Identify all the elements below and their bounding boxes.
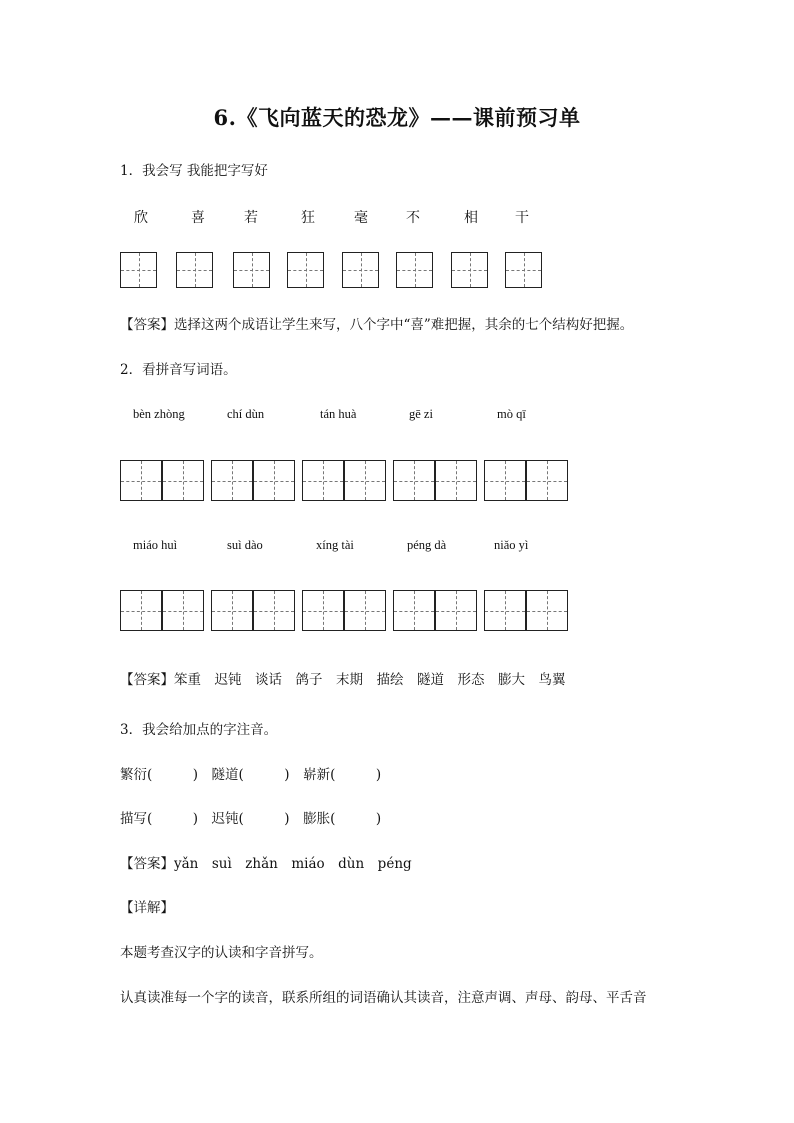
pinyin-label: péng dà (407, 538, 447, 552)
q1-char: 干 (515, 210, 529, 226)
q1-char: 欣 (134, 210, 148, 226)
q1-char: 相 (464, 210, 478, 226)
word-box-pair[interactable] (393, 460, 477, 501)
word-box-pair[interactable] (302, 460, 386, 501)
q1-char: 毫 (354, 210, 368, 226)
q1-char: 不 (406, 210, 420, 226)
pinyin-label: xíng tài (316, 538, 354, 552)
pinyin-label: niǎo yì (494, 538, 529, 552)
q3-line-2: 描写( ) 迟钝( ) 膨胀( ) (120, 811, 382, 827)
q3-heading: 3．我会给加点的字注音。 (120, 722, 278, 738)
q1-char: 若 (244, 210, 258, 226)
pinyin-label: tán huà (320, 407, 357, 421)
pinyin-label: chí dùn (227, 407, 265, 421)
pinyin-label: bèn zhòng (133, 407, 185, 421)
word-box-pair[interactable] (211, 460, 295, 501)
pinyin-label: miáo huì (133, 538, 178, 552)
q3-line-1: 繁衍( ) 隧道( ) 崭新( ) (120, 767, 382, 783)
writing-box[interactable] (233, 252, 270, 288)
q2-heading: 2．看拼音写词语。 (120, 362, 237, 378)
q1-heading: 1．我会写 我能把字写好 (120, 163, 268, 179)
q1-char: 狂 (301, 210, 315, 226)
q3-answer: 【答案】yǎn suì zhǎn miáo dùn péng (120, 856, 412, 872)
writing-box[interactable] (505, 252, 542, 288)
writing-box[interactable] (342, 252, 379, 288)
q3-detail-label: 【详解】 (120, 900, 174, 916)
word-box-pair[interactable] (120, 460, 204, 501)
word-box-pair[interactable] (211, 590, 295, 631)
q1-char: 喜 (191, 210, 205, 226)
word-box-pair[interactable] (484, 590, 568, 631)
page-title: 6.《飞向蓝天的恐龙》——课前预习单 (213, 105, 581, 130)
word-box-pair[interactable] (393, 590, 477, 631)
q1-answer: 【答案】选择这两个成语让学生来写，八个字中“喜”难把握，其余的七个结构好把握。 (120, 317, 634, 333)
writing-box[interactable] (396, 252, 433, 288)
word-box-pair[interactable] (484, 460, 568, 501)
word-box-pair[interactable] (302, 590, 386, 631)
q2-answer: 【答案】笨重 迟钝 谈话 鸽子 末期 描绘 隧道 形态 膨大 鸟翼 (120, 672, 566, 688)
writing-box[interactable] (120, 252, 157, 288)
q3-detail-text-2: 认真读准每一个字的读音，联系所组的词语确认其读音，注意声调、声母、韵母、平舌音 (120, 990, 647, 1006)
pinyin-label: gē zi (409, 407, 433, 421)
q3-detail-text-1: 本题考查汉字的认读和字音拼写。 (120, 945, 323, 961)
writing-box[interactable] (451, 252, 488, 288)
pinyin-label: mò qī (497, 407, 526, 421)
writing-box[interactable] (287, 252, 324, 288)
writing-box[interactable] (176, 252, 213, 288)
pinyin-label: suì dào (227, 538, 263, 552)
word-box-pair[interactable] (120, 590, 204, 631)
